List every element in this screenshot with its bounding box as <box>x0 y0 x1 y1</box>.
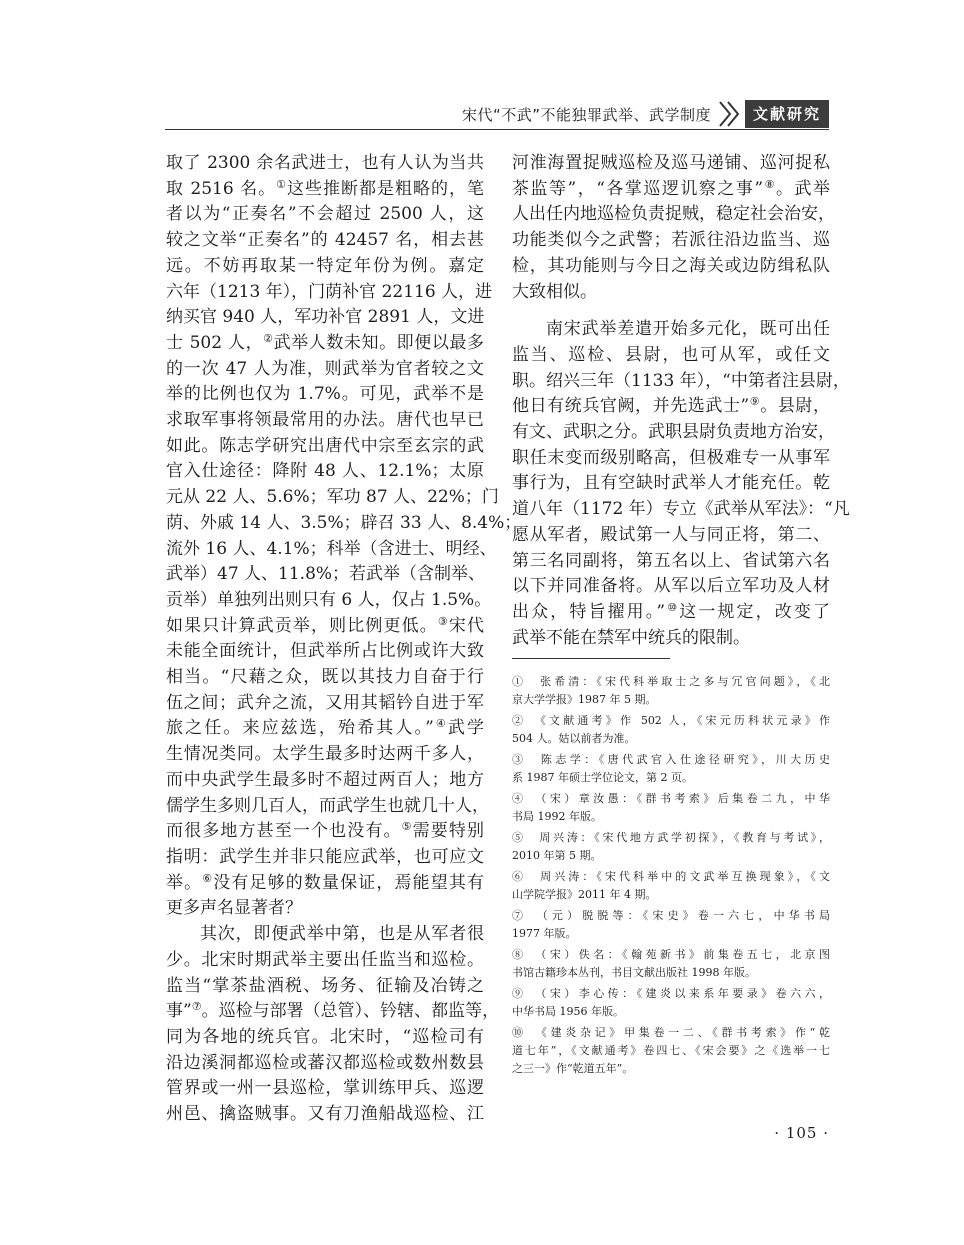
footnote-reference[interactable]: ① <box>276 177 287 191</box>
text-line <box>166 202 484 228</box>
text-line <box>166 845 484 871</box>
line-text: 未能全面统计，但武举所占比例或许大致 <box>166 641 484 662</box>
footnote-reference[interactable]: ⑧ <box>763 177 776 191</box>
line-text: 纳买官 940 人，军功补官 2891 人，文进 <box>166 307 485 328</box>
text-line <box>166 794 489 820</box>
line-text: 如此。陈志学研究出唐代中宗至玄宗的武 <box>166 435 484 456</box>
text-line <box>166 716 484 742</box>
text-line <box>512 497 850 523</box>
line-text: 更多声名显著者？ <box>166 898 302 919</box>
text-line <box>166 948 484 974</box>
line-text: 荫、外戚 14 人、3.5%；辟召 33 人、8.4%； <box>166 512 522 533</box>
line-text: 求取军事将领最常用的办法。唐代也早已 <box>166 410 484 431</box>
text-line <box>512 420 835 446</box>
text-line <box>512 317 830 343</box>
line-text-continued: 这些推断都是粗略的，笔 <box>286 178 484 199</box>
line-text: 以下并同准备将。从军以后立军功及人材 <box>512 576 830 597</box>
line-text: 有文、武职之分。武职县尉负责地方治安， <box>512 422 835 443</box>
line-text: 检，其功能则与今日之海关或边防缉私队 <box>512 255 830 276</box>
line-text: 职。绍兴三年（1133 年），“中第者注县尉， <box>512 370 850 391</box>
text-line <box>166 254 484 280</box>
text-line <box>512 369 850 395</box>
paragraph-gap <box>512 305 830 317</box>
text-line <box>166 768 484 794</box>
text-line <box>166 1102 484 1128</box>
line-text: 第三名同副将，第五名以上、省试第六名 <box>512 550 830 571</box>
running-header <box>165 98 829 130</box>
line-text: 流外 16 人、4.1%；科举（含进士、明经、 <box>166 538 497 559</box>
line-text: 出众，特旨擢用。” <box>512 601 666 622</box>
line-text-continued: 需要特别 <box>412 821 484 842</box>
text-line <box>166 177 484 203</box>
footnote-reference[interactable]: ⑤ <box>401 820 413 834</box>
footnote-reference[interactable]: ⑨ <box>749 395 761 409</box>
line-text: 河淮海置捉贼巡检及巡马递铺、巡河捉私 <box>512 153 830 173</box>
text-line <box>166 408 484 434</box>
text-line <box>512 446 830 472</box>
line-text: 监当“掌茶盐酒税、场务、征输及冶铸之 <box>166 975 484 996</box>
section-label: 文献研究 <box>745 100 829 128</box>
line-text: 者以为“正奏名”不会超过 2500 人，这 <box>166 204 484 225</box>
header-divider <box>165 129 829 130</box>
line-text: 武举不能在禁军中统兵的限制。 <box>512 627 750 648</box>
text-line <box>512 228 830 254</box>
line-text: 大致相似。 <box>512 281 597 302</box>
footnote-item <box>512 985 830 1021</box>
text-line <box>166 331 484 357</box>
footnote-line: 书馆古籍珍本丛刊，书目文献出版社 1998 年版。 <box>512 966 756 979</box>
footnote-reference[interactable]: ⑩ <box>665 600 680 614</box>
footnote-line: ⑥ 周兴涛：《宋代科举中的文武举互换现象》，《文 <box>512 870 830 883</box>
text-line <box>166 896 484 922</box>
text-line <box>512 549 830 575</box>
line-text: 功能类似今之武警；若派往沿边监当、巡 <box>512 230 830 251</box>
footnote-line: ⑧ （宋）佚名：《翰苑新书》前集卷五七，北京图 <box>512 948 830 961</box>
footnote-line: 京大学学报》1987 年 5 期。 <box>512 693 657 706</box>
line-text: 六年（1213 年），门荫补官 22116 人，进 <box>166 281 493 302</box>
line-text: 取了 2300 余名武进士，也有人认为当共 <box>166 153 484 173</box>
footnote-line: 之三一》作“乾道五年”。 <box>512 1062 634 1075</box>
line-text-continued: 武举人数未知。即便以最多 <box>273 332 484 353</box>
text-line <box>166 280 493 306</box>
text-line <box>166 434 484 460</box>
line-text: 旅之任。来应兹选，殆希其人。” <box>166 718 434 739</box>
text-line <box>512 177 830 203</box>
line-text: 南宋武举差遣开始多元化，既可出任 <box>546 319 830 340</box>
footnote-line: 系 1987 年硕士学位论文，第 2 页。 <box>512 771 693 784</box>
text-line <box>166 588 492 614</box>
text-line <box>512 600 830 626</box>
text-line <box>166 742 484 768</box>
line-text: 伍之间；武弁之流，又用其韬钤自进于军 <box>166 692 484 713</box>
running-header-title: 宋代“不武”不能独罪武举、武学制度 <box>461 105 711 124</box>
text-line <box>166 562 484 588</box>
line-text: 贡举）单独列出则只有 6 人，仅占 1.5%。 <box>166 589 492 610</box>
line-text-continued: 没有足够的数量保证，焉能望其有 <box>213 872 484 893</box>
line-text-continued: 。巡检与部署（总管）、钤辖、都监等， <box>201 1001 500 1022</box>
line-text-continued: 武学 <box>447 718 484 739</box>
line-text: 生情况类同。太学生最多时达两千多人， <box>166 744 484 765</box>
line-text: 事” <box>166 1001 192 1022</box>
text-line <box>166 382 484 408</box>
body-column-right <box>512 151 850 651</box>
footnote-item <box>512 1024 830 1078</box>
footnote-reference[interactable]: ④ <box>433 717 448 731</box>
footnote-line: ⑩ 《建炎杂记》甲集卷一二、《群书考索》作“乾 <box>512 1026 830 1039</box>
line-text: 少。北宋时期武举主要出任监当和巡检。 <box>166 949 484 970</box>
footnotes <box>512 673 830 1081</box>
text-line <box>512 280 830 306</box>
line-text-continued: 。县尉， <box>760 396 830 417</box>
line-text: 而中央武学生最多时不超过两百人；地方 <box>166 769 484 790</box>
line-text: 官入仕途径：降附 48 人、12.1%；太原 <box>166 461 484 482</box>
footnote-item <box>512 790 830 826</box>
footnote-line: 504 人。姑以前者为准。 <box>512 732 636 745</box>
text-line <box>166 974 484 1000</box>
line-text: 如果只计算武贡举，则比例更低。 <box>166 615 438 636</box>
text-line <box>166 459 484 485</box>
line-text: 他日有统兵官阙，并先选武士” <box>512 396 750 417</box>
text-line <box>166 819 484 845</box>
footnote-line: 2010 年第 5 期。 <box>512 849 602 862</box>
text-line <box>166 614 484 640</box>
footnote-reference[interactable]: ② <box>263 331 274 345</box>
footnote-line: ② 《文献通考》作 502 人，《宋元历科状元录》作 <box>512 714 830 727</box>
line-text: 职任末变而级别略高，但极难专一从事军 <box>512 447 830 468</box>
text-line <box>166 511 522 537</box>
footnote-reference[interactable]: ③ <box>437 614 449 628</box>
text-line <box>166 357 484 383</box>
line-text: 而很多地方甚至一个也没有。 <box>166 821 402 842</box>
text-line <box>166 1025 484 1051</box>
line-text: 的一次 47 人为准，则武举为官者较之文 <box>166 358 484 379</box>
footnote-line: ⑦ （元）脱脱等：《宋史》卷一六七，中华书局 <box>512 909 830 922</box>
text-line <box>512 151 830 177</box>
line-text: 武举）47 人、11.8%；若武举（含制举、 <box>166 564 486 585</box>
footnote-reference[interactable]: ⑦ <box>191 1000 202 1014</box>
line-text-continued: 宋代 <box>448 615 484 636</box>
footnote-item <box>512 907 830 943</box>
line-text: 道八年（1172 年）专立《武举从军法》：“凡 <box>512 499 850 520</box>
footnote-line: ⑨ （宋）李心传：《建炎以来系年要录》卷六六， <box>512 987 830 1000</box>
line-text: 举。 <box>166 872 203 893</box>
line-text: 其次，即便武举中第，也是从军者很 <box>200 924 484 945</box>
footnote-line: 1977 年版。 <box>512 927 577 940</box>
body-column-left <box>166 151 522 1128</box>
line-text: 指明：武学生并非只能应武举，也可应文 <box>166 846 484 867</box>
line-text: 茶监等”，“各掌巡逻讥察之事” <box>512 178 764 199</box>
footnote-divider <box>512 658 670 659</box>
text-line <box>166 871 484 897</box>
page-number: · 105 · <box>774 1124 829 1142</box>
text-line <box>512 202 835 228</box>
line-text: 相当。“尺藉之众，既以其技力自奋于行 <box>166 667 484 688</box>
footnote-item <box>512 751 830 787</box>
text-line <box>512 394 830 420</box>
text-line <box>512 523 830 549</box>
line-text: 人出任内地巡检负责捉贼，稳定社会治安， <box>512 204 835 225</box>
line-text: 取 2516 名。 <box>166 178 277 199</box>
footnote-item <box>512 829 830 865</box>
text-line <box>166 151 484 177</box>
text-line <box>512 343 830 369</box>
text-line <box>166 1051 484 1077</box>
text-line <box>166 999 500 1025</box>
text-line <box>166 537 497 563</box>
text-line <box>512 471 830 497</box>
text-line <box>512 626 830 652</box>
line-text: 举的比例也仅为 1.7%。可见，武举不是 <box>166 384 484 405</box>
footnote-line: ③ 陈志学：《唐代武官入仕途径研究》，川大历史 <box>512 753 830 766</box>
footnote-line: ① 张希清：《宋代科举取士之多与冗官问题》，《北 <box>512 675 830 688</box>
text-line <box>512 574 830 600</box>
footnote-line: 道七年”，《文献通考》卷四七、《宋会要》之《选举一七 <box>512 1044 830 1057</box>
line-text: 士 502 人， <box>166 332 264 353</box>
footnote-item <box>512 868 830 904</box>
line-text-continued: 。武举 <box>775 178 830 199</box>
footnote-item <box>512 946 830 982</box>
line-text: 元从 22 人、5.6%；军功 87 人、22%；门 <box>166 487 499 508</box>
text-line <box>166 922 484 948</box>
footnote-line: 山学院学报》2011 年 4 期。 <box>512 888 657 901</box>
line-text: 管界或一州一县巡检，掌训练甲兵、巡逻 <box>166 1078 484 1099</box>
line-text: 监当、巡检、县尉，也可从军，或任文 <box>512 344 830 365</box>
line-text-continued: 这一规定，改变了 <box>679 601 830 622</box>
line-text: 同为各地的统兵官。北宋时，“巡检司有 <box>166 1026 484 1047</box>
text-line <box>166 665 484 691</box>
line-text: 州邑、擒盗贼事。又有刀渔船战巡检、江 <box>166 1104 484 1125</box>
line-text: 沿边溪洞都巡检或蕃汉都巡检或数州数县 <box>166 1052 484 1073</box>
text-line <box>166 1076 484 1102</box>
footnote-item <box>512 712 830 748</box>
footnote-reference[interactable]: ⑥ <box>202 871 214 885</box>
line-text: 事行为，且有空缺时武举人才能充任。乾 <box>512 473 830 494</box>
text-line <box>166 228 484 254</box>
text-line <box>166 485 499 511</box>
text-line <box>512 254 830 280</box>
line-text: 愿从军者，殿试第一人与同正将，第二、 <box>512 524 830 545</box>
text-line <box>166 639 484 665</box>
text-line <box>166 305 484 331</box>
double-chevron-icon <box>717 100 743 128</box>
footnote-line: 中华书局 1956 年版。 <box>512 1005 624 1018</box>
footnote-line: 书局 1992 年版。 <box>512 810 602 823</box>
footnote-item <box>512 673 830 709</box>
line-text: 远。不妨再取某一特定年份为例。嘉定 <box>166 255 484 276</box>
line-text: 儒学生多则几百人，而武学生也就几十人， <box>166 795 489 816</box>
text-line <box>166 691 484 717</box>
footnote-line: ④ （宋）章汝愚：《群书考索》后集卷二九，中华 <box>512 792 830 805</box>
line-text: 较之文举“正奏名”的 42457 名，相去甚 <box>166 230 484 251</box>
footnote-line: ⑤ 周兴涛：《宋代地方武学初探》，《教育与考试》， <box>512 831 830 844</box>
